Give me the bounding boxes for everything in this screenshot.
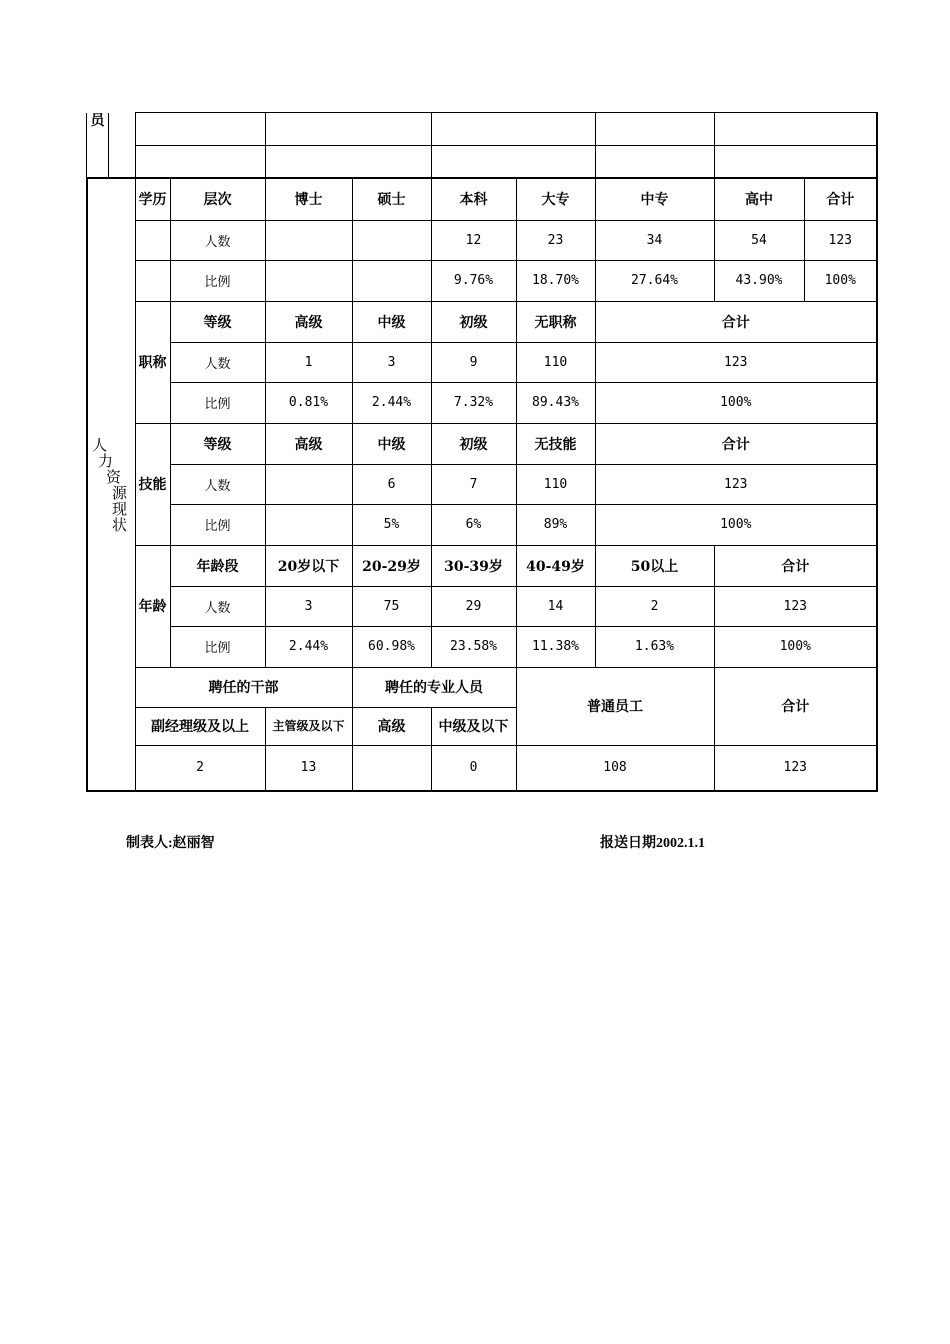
- education-ratio: 100%: [804, 260, 877, 301]
- skill-header: 中级: [352, 423, 431, 464]
- age-ratio: 60.98%: [352, 626, 431, 667]
- top-cell: [715, 145, 878, 178]
- staff-value: 123: [714, 745, 877, 791]
- top-cell: [715, 113, 878, 146]
- age-header: 20岁以下: [265, 545, 352, 586]
- skill-count: 110: [516, 464, 595, 504]
- cadre-label: 聘任的干部: [135, 667, 352, 707]
- education-ratio: [265, 260, 352, 301]
- skill-header: 等级: [170, 423, 265, 464]
- skill-group-label: 技能: [135, 423, 170, 545]
- title-header: 合计: [595, 301, 877, 342]
- age-count: 29: [431, 586, 516, 626]
- education-count: 54: [714, 220, 804, 260]
- skill-header: 高级: [265, 423, 352, 464]
- age-ratio: 100%: [714, 626, 877, 667]
- skill-ratio: 100%: [595, 504, 877, 545]
- title-count: 3: [352, 342, 431, 382]
- top-cell: [266, 113, 432, 146]
- age-ratio: 23.58%: [431, 626, 516, 667]
- education-empty-cell: [135, 260, 170, 301]
- age-group-label: 年龄: [135, 545, 170, 667]
- staff-total-label: 合计: [714, 667, 877, 745]
- top-cell: [136, 145, 266, 178]
- skill-ratio: 5%: [352, 504, 431, 545]
- general-staff-label: 普通员工: [516, 667, 714, 745]
- skill-count: 6: [352, 464, 431, 504]
- top-side-label: 员: [87, 113, 109, 178]
- education-count: 12: [431, 220, 516, 260]
- title-ratio: 7.32%: [431, 382, 516, 423]
- hr-status-table: [86, 177, 878, 790]
- staff-value: [352, 745, 431, 791]
- age-header: 30-39岁: [431, 545, 516, 586]
- education-count: 23: [516, 220, 595, 260]
- age-header: 合计: [714, 545, 877, 586]
- staff-sub-header: 高级: [352, 707, 431, 745]
- table-maker: 制表人:赵丽智: [126, 836, 215, 851]
- title-count: 123: [595, 342, 877, 382]
- staff-sub-header: 主管级及以下: [265, 707, 352, 745]
- education-header: 高中: [714, 178, 804, 220]
- age-ratio: 11.38%: [516, 626, 595, 667]
- skill-count-label: 人数: [170, 464, 265, 504]
- report-date: 报送日期2002.1.1: [600, 836, 705, 851]
- top-cell: [136, 113, 266, 146]
- education-count-label: 人数: [170, 220, 265, 260]
- education-header: 层次: [170, 178, 265, 220]
- title-header: 初级: [431, 301, 516, 342]
- title-ratio: 89.43%: [516, 382, 595, 423]
- skill-header: 无技能: [516, 423, 595, 464]
- education-count: [265, 220, 352, 260]
- title-group-label: 职称: [135, 301, 170, 423]
- title-count: 9: [431, 342, 516, 382]
- staff-value: 0: [431, 745, 516, 791]
- skill-header: 初级: [431, 423, 516, 464]
- education-ratio-label: 比例: [170, 260, 265, 301]
- title-ratio: 2.44%: [352, 382, 431, 423]
- title-header: 高级: [265, 301, 352, 342]
- top-cell: [596, 113, 715, 146]
- education-count: 123: [804, 220, 877, 260]
- staff-value: 13: [265, 745, 352, 791]
- skill-count: [265, 464, 352, 504]
- staff-value: 2: [135, 745, 265, 791]
- age-ratio-label: 比例: [170, 626, 265, 667]
- professional-label: 聘任的专业人员: [352, 667, 516, 707]
- age-header: 40-49岁: [516, 545, 595, 586]
- age-ratio: 1.63%: [595, 626, 714, 667]
- skill-ratio: 6%: [431, 504, 516, 545]
- education-header: 本科: [431, 178, 516, 220]
- top-cell: [266, 145, 432, 178]
- top-spacer-cell: [109, 113, 136, 178]
- education-count: 34: [595, 220, 714, 260]
- top-partial-table: [86, 112, 878, 178]
- title-count: 110: [516, 342, 595, 382]
- education-ratio: 18.70%: [516, 260, 595, 301]
- education-header: 中专: [595, 178, 714, 220]
- education-empty-cell: [135, 220, 170, 260]
- education-header: 大专: [516, 178, 595, 220]
- age-header: 20-29岁: [352, 545, 431, 586]
- education-count: [352, 220, 431, 260]
- title-ratio-label: 比例: [170, 382, 265, 423]
- title-header: 中级: [352, 301, 431, 342]
- skill-ratio: [265, 504, 352, 545]
- education-group-label: 学历: [135, 178, 170, 220]
- title-header: 等级: [170, 301, 265, 342]
- skill-ratio: 89%: [516, 504, 595, 545]
- title-count: 1: [265, 342, 352, 382]
- education-ratio: 27.64%: [595, 260, 714, 301]
- education-ratio: 9.76%: [431, 260, 516, 301]
- skill-header: 合计: [595, 423, 877, 464]
- top-cell: [432, 113, 596, 146]
- education-ratio: 43.90%: [714, 260, 804, 301]
- age-header: 50以上: [595, 545, 714, 586]
- top-cell: [596, 145, 715, 178]
- education-ratio: [352, 260, 431, 301]
- skill-count: 7: [431, 464, 516, 504]
- age-count: 2: [595, 586, 714, 626]
- skill-ratio-label: 比例: [170, 504, 265, 545]
- age-count: 14: [516, 586, 595, 626]
- skill-count: 123: [595, 464, 877, 504]
- top-cell: [432, 145, 596, 178]
- age-count: 123: [714, 586, 877, 626]
- education-header: 合计: [804, 178, 877, 220]
- age-count: 3: [265, 586, 352, 626]
- age-count-label: 人数: [170, 586, 265, 626]
- title-count-label: 人数: [170, 342, 265, 382]
- staff-value: 108: [516, 745, 714, 791]
- hr-side-label: 人 力 资 源 现 状: [87, 178, 135, 791]
- education-header: 博士: [265, 178, 352, 220]
- age-ratio: 2.44%: [265, 626, 352, 667]
- title-ratio: 0.81%: [265, 382, 352, 423]
- title-header: 无职称: [516, 301, 595, 342]
- staff-sub-header: 中级及以下: [431, 707, 516, 745]
- staff-sub-header: 副经理级及以上: [135, 707, 265, 745]
- education-header: 硕士: [352, 178, 431, 220]
- title-ratio: 100%: [595, 382, 877, 423]
- age-count: 75: [352, 586, 431, 626]
- age-header: 年龄段: [170, 545, 265, 586]
